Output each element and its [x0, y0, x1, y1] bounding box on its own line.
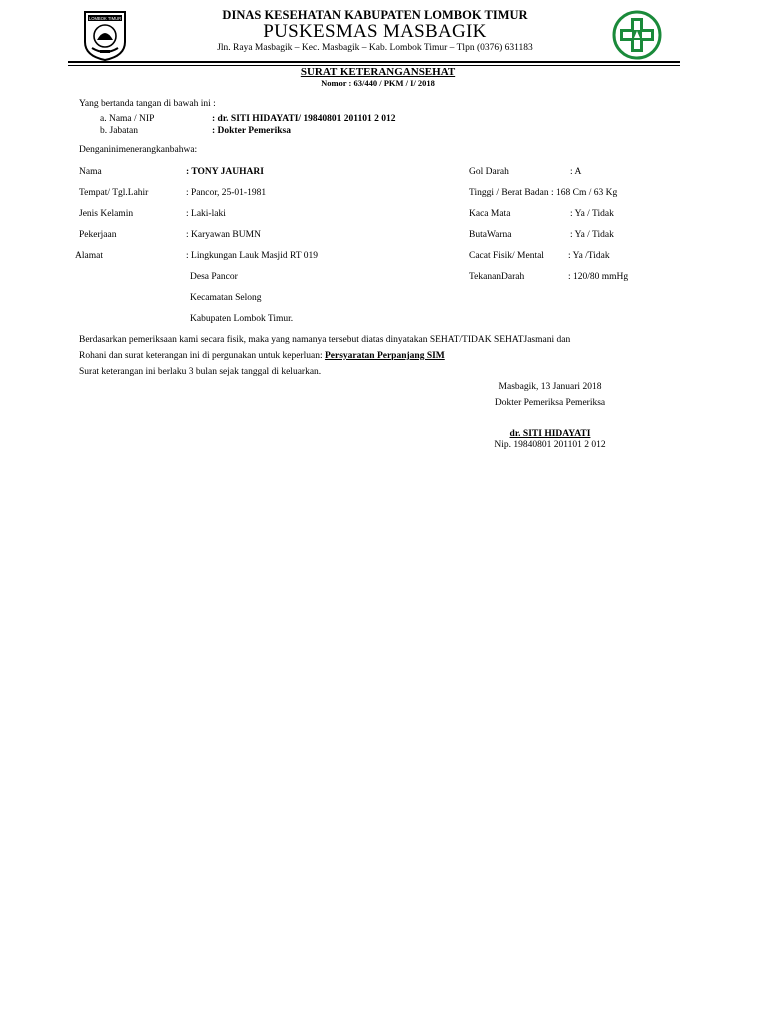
blood-pressure-value: : 120/80 mmHg [568, 272, 629, 282]
left-logo-text: LOMBOK TIMUR [88, 16, 122, 21]
declaration-text: Denganinimenerangkanbahwa: [79, 145, 198, 155]
signature-place-date: Masbagik, 13 Januari 2018 [498, 382, 602, 392]
statement-line2 [79, 351, 445, 361]
signer-position-value: : Dokter Pemeriksa [212, 126, 291, 136]
patient-job-value: : Karyawan BUMN [186, 230, 261, 240]
statement-line3: Surat keterangan ini berlaku 3 bulan sejak tanggal di keluarkan. [79, 367, 322, 377]
patient-address-label: Alamat [75, 251, 103, 261]
patient-gender-label: Jenis Kelamin [79, 209, 134, 219]
signature-nip: Nip. 19840801 201101 2 012 [494, 440, 606, 450]
patient-address-line2: Desa Pancor [190, 272, 238, 282]
glasses-label: Kaca Mata [469, 209, 511, 219]
signer-position-label: b. Jabatan [100, 126, 138, 136]
header-institution: PUSKESMAS MASBAGIK [263, 21, 487, 42]
colorblind-label: ButaWarna [469, 230, 512, 240]
signature-name: dr. SITI HIDAYATI [509, 429, 591, 439]
patient-birth-label: Tempat/ Tgl.Lahir [79, 188, 149, 198]
patient-address-line4: Kabupaten Lombok Timur. [190, 314, 294, 324]
patient-name-value: : TONY JAUHARI [186, 167, 264, 177]
statement-line1: Berdasarkan pemeriksaan kami secara fisik, maka yang namanya tersebut diatas dinyatakan SEHAT/TIDAK SEHATJasmani dan [79, 335, 571, 345]
disability-label: Cacat Fisik/ Mental [469, 251, 544, 261]
document-number: Nomor : 63/440 / PKM / I/ 2018 [321, 78, 435, 88]
statement-line2-text: Rohani dan surat keterangan ini di pergunakan untuk keperluan: [79, 351, 325, 361]
header-agency: DINAS KESEHATAN KABUPATEN LOMBOK TIMUR [222, 8, 528, 22]
document-title: SURAT KETERANGANSEHAT [300, 66, 456, 78]
signer-intro: Yang bertanda tangan di bawah ini : [79, 99, 216, 109]
patient-birth-value: : Pancor, 25-01-1981 [186, 188, 267, 198]
colorblind-value: : Ya / Tidak [570, 230, 614, 240]
patient-job-label: Pekerjaan [79, 230, 117, 240]
glasses-value: : Ya / Tidak [570, 209, 614, 219]
lombok-timur-emblem-icon [82, 10, 128, 62]
blood-type-value: : A [570, 167, 582, 177]
patient-address-line1: : Lingkungan Lauk Masjid RT 019 [186, 251, 318, 261]
header-address: Jln. Raya Masbagik – Kec. Masbagik – Kab. Lombok Timur – Tlpn (0376) 631183 [217, 43, 533, 53]
patient-name-label: Nama [79, 167, 102, 177]
disability-value: : Ya /Tidak [568, 251, 610, 261]
signer-name-label: a. Nama / NIP [100, 114, 155, 124]
signature-role: Dokter Pemeriksa Pemeriksa [494, 398, 606, 408]
signer-name-value: : dr. SITI HIDAYATI/ 19840801 201101 2 012 [212, 114, 396, 124]
patient-gender-value: : Laki-laki [186, 209, 226, 219]
header-divider [68, 61, 680, 63]
patient-address-line3: Kecamatan Selong [190, 293, 262, 303]
height-weight: Tinggi / Berat Badan : 168 Cm / 63 Kg [469, 188, 618, 198]
blood-pressure-label: TekananDarah [469, 272, 525, 282]
blood-type-label: Gol Darah [469, 167, 509, 177]
statement-purpose: Persyaratan Perpanjang SIM [324, 351, 445, 361]
